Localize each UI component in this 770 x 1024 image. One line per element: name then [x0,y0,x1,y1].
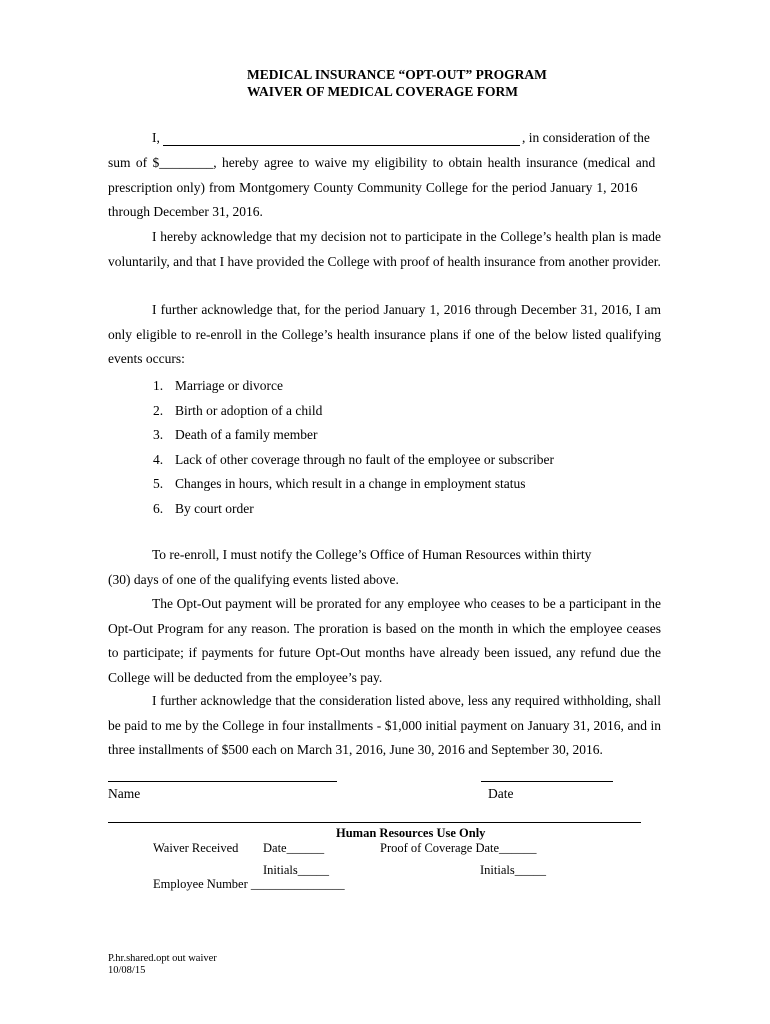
employee-number-field[interactable]: Employee Number _______________ [153,877,345,891]
name-label: Name [108,786,141,801]
list-item: 5. Changes in hours, which result in a change in employment status [153,476,526,491]
intro-sum-line: sum of $________, hereby agree to waive my eligibility to obtain health insurance (medical and [108,155,656,170]
intro-line3: prescription only) from Montgomery County Community College for the period January 1, 2016 [108,180,638,195]
date-label: Date [488,786,514,801]
form-title-line1: MEDICAL INSURANCE “OPT-OUT” PROGRAM [247,67,547,82]
payment-text: I further acknowledge that the consideration listed above, less any required withholding, shall be paid to me by the College in four installments - $1,000 initial payment on January 31, 2016, and in three installments of $500 each on March 31, 2016, June 30, 2016 and September 30, 2016. [108,693,661,757]
footer-date: 10/08/15 [108,965,146,976]
hr-date-field[interactable]: Date______ [263,841,325,855]
reenroll-line1: To re-enroll, I must notify the College’s Office of Human Resources within thirty [152,547,592,562]
name-signature-line[interactable] [108,781,337,782]
employee-name-blank[interactable] [163,145,520,146]
proof-of-coverage-date-field[interactable]: Proof of Coverage Date______ [380,841,537,855]
payment-paragraph [108,689,661,763]
intro-i-prefix: I, [152,130,160,145]
hr-initials-left-field[interactable]: Initials_____ [263,863,329,877]
hr-heading: Human Resources Use Only [336,826,486,840]
waiver-received-label: Waiver Received [153,841,239,855]
acknowledge-text: I hereby acknowledge that my decision not to participate in the College’s health plan is made voluntarily, and that I have provided the College with proof of health insurance from another provider. [108,229,661,269]
form-title-line2: WAIVER OF MEDICAL COVERAGE FORM [247,84,519,99]
footer-file-path: P.hr.shared.opt out waiver [108,953,217,964]
eligibility-text: I further acknowledge that, for the period January 1, 2016 through December 31, 2016, I am only eligible to re-enroll in the College’s health insurance plans if one of the below listed qualifying events occurs: [108,302,661,366]
intro-line4: through December 31, 2016. [108,204,263,219]
proration-text: The Opt-Out payment will be prorated for any employee who ceases to be a participant in the Opt-Out Program for any reason. The proration is based on the month in which the employee ceases to participate; if payments for future Opt-Out months have already been issued, any refund due the College will be deducted from the employee’s pay. [108,596,661,685]
reenroll-line2: (30) days of one of the qualifying events listed above. [108,572,399,587]
qualifying-events-list [153,374,554,521]
intro-i-suffix: , in consideration of the [522,130,650,145]
list-item: 1. Marriage or divorce [153,378,283,393]
list-item: 4. Lack of other coverage through no fault of the employee or subscriber [153,451,554,467]
date-signature-line[interactable] [481,781,613,782]
list-item: 2. Birth or adoption of a child [153,402,323,418]
acknowledge-paragraph [108,225,661,274]
eligibility-paragraph [108,298,661,372]
proration-paragraph [108,592,661,690]
list-item: 6. By court order [153,500,254,516]
list-item: 3. Death of a family member [153,427,318,442]
hr-section-divider [108,822,641,823]
hr-initials-right-field[interactable]: Initials_____ [480,863,546,877]
